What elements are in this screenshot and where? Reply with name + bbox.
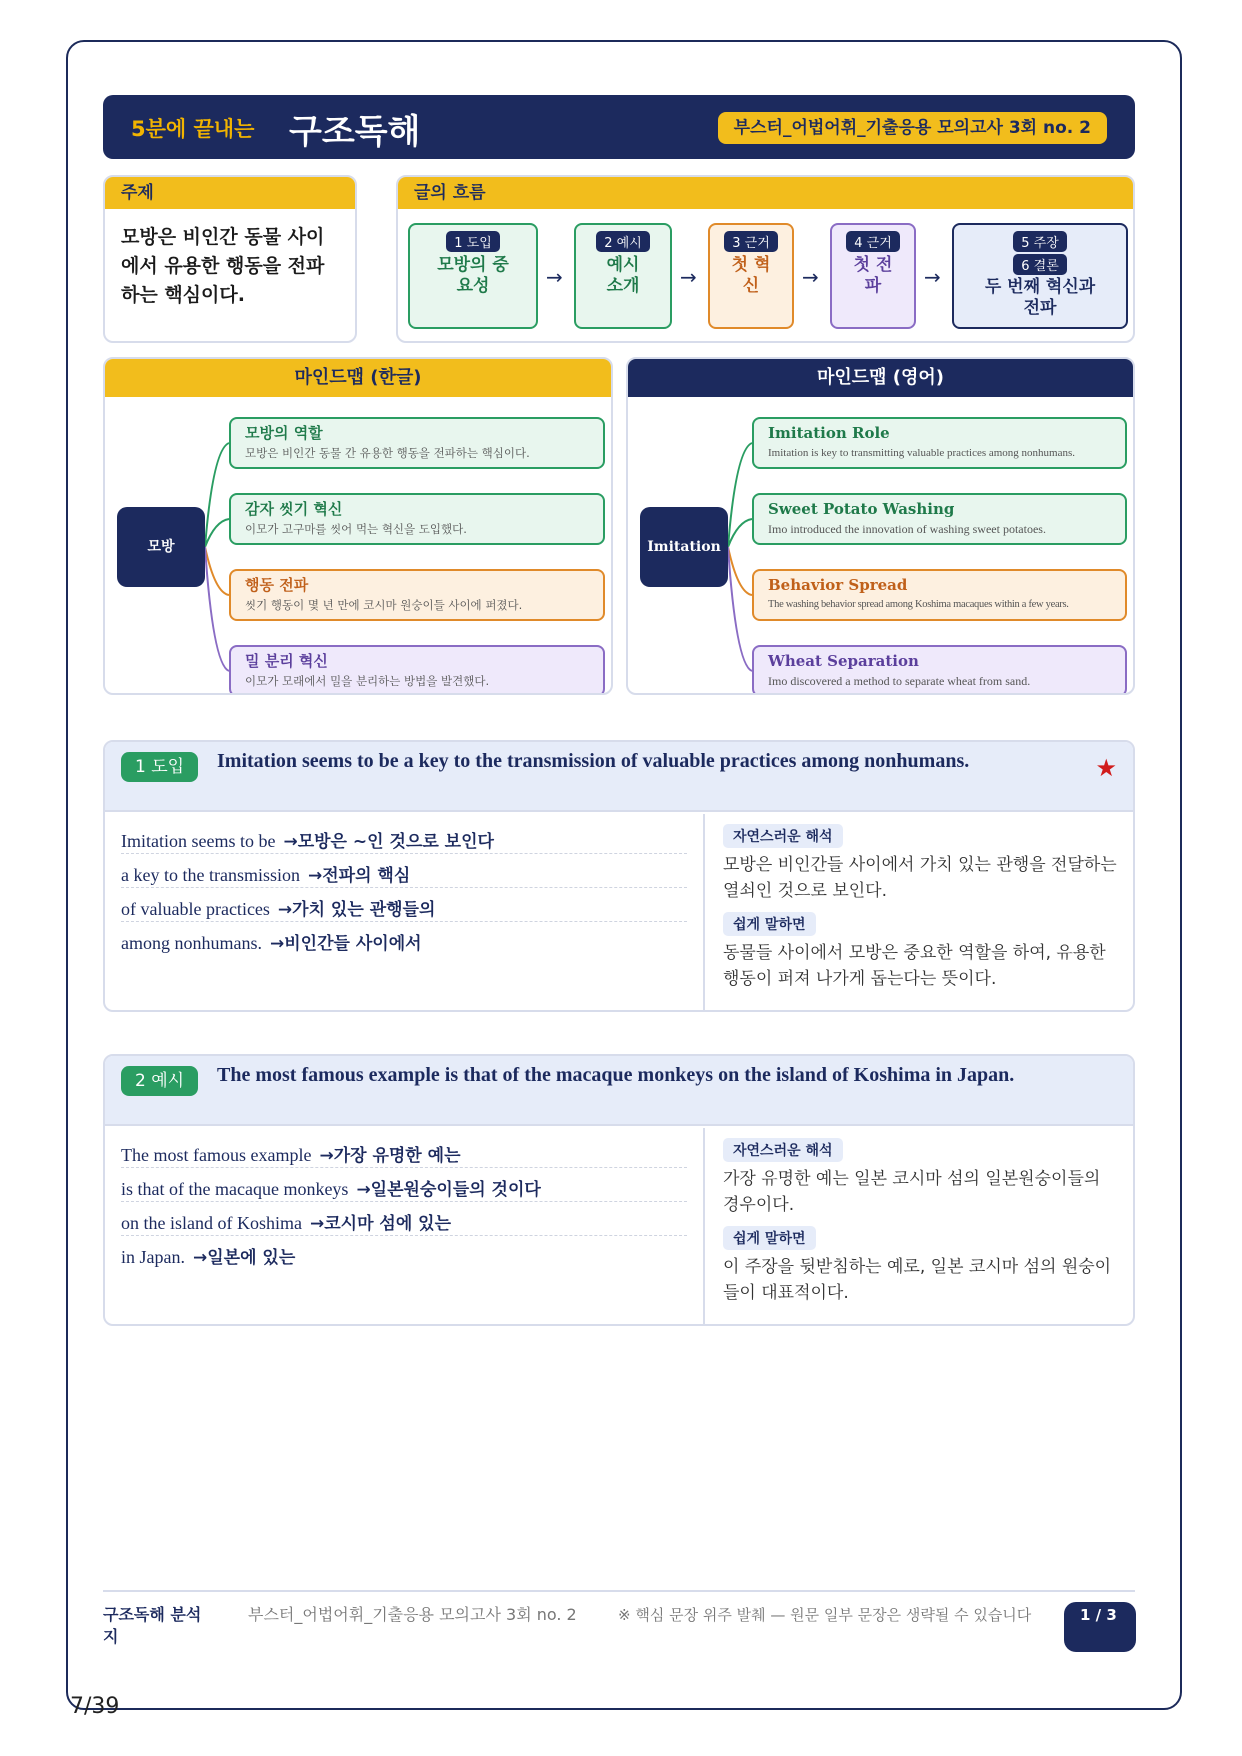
breakdown-ko: →일본에 있는 [192, 1248, 296, 1268]
mindmap-node-title: 모방의 역할 [245, 424, 323, 442]
section-breakdown [105, 814, 705, 1010]
flow-step-2 [574, 223, 672, 329]
breakdown-ko: →모방은 ~인 것으로 보인다 [283, 832, 494, 852]
flow-step-4 [830, 223, 916, 329]
breakdown-en: a key to the transmission [121, 865, 300, 885]
flow-step-tag: 3 근거 [724, 231, 778, 252]
mindmap-en-node-1 [752, 417, 1127, 469]
flow-step-label: 두 번째 혁신과 전파 [984, 277, 1096, 318]
section-translation [707, 814, 1133, 1010]
easy-text: 동물들 사이에서 모방은 중요한 역할을 하여, 유용한 행동이 퍼져 나가게 돕는다는 뜻이다. [723, 943, 1106, 989]
breakdown-ko: →가장 유명한 예는 [319, 1146, 461, 1166]
footer-source: 부스터_어법어휘_기출응용 모의고사 3회 no. 2 [248, 1605, 577, 1624]
breakdown-en: of valuable practices [121, 899, 270, 919]
header-badge: 부스터_어법어휘_기출응용 모의고사 3회 no. 2 [718, 112, 1107, 144]
natural-text: 모방은 비인간들 사이에서 가치 있는 관행을 전달하는 열쇠인 것으로 보인다. [723, 855, 1117, 901]
breakdown-ko: →전파의 핵심 [307, 866, 411, 886]
flow-step-tag: 2 예시 [596, 231, 650, 252]
section-header [105, 1056, 1133, 1126]
mindmap-node-title: Imitation Role [768, 424, 890, 442]
easy-label: 쉽게 말하면 [723, 1226, 816, 1250]
topic-text: 모방은 비인간 동물 사이에서 유용한 행동을 전파하는 핵심이다. [121, 226, 325, 306]
mindmap-ko-node-1 [229, 417, 605, 469]
footer-page-badge: 1 / 3 [1064, 1602, 1136, 1652]
mindmap-node-desc: Imo introduced the innovation of washing sweet potatoes. [768, 522, 1046, 536]
flow-step-1 [408, 223, 538, 329]
section-tag: 1 도입 [121, 752, 198, 782]
breakdown-line [121, 1168, 687, 1202]
flow-step-tag-2: 6 결론 [1013, 254, 1067, 275]
mindmap-node-desc: 씻기 행동이 몇 년 만에 코시마 원숭이들 사이에 퍼졌다. [245, 598, 523, 612]
mindmap-en-box [626, 357, 1135, 695]
easy-text: 이 주장을 뒷받침하는 예로, 일본 코시마 섬의 원숭이들이 대표적이다. [723, 1257, 1112, 1303]
breakdown-ko: →비인간들 사이에서 [270, 934, 422, 954]
natural-label: 자연스러운 해석 [723, 1138, 843, 1162]
mindmap-node-desc: 이모가 고구마를 씻어 먹는 혁신을 도입했다. [245, 522, 467, 536]
flow-arrow-icon: → [802, 265, 819, 289]
mindmap-ko-node-2 [229, 493, 605, 545]
header-title: 구조독해 [289, 112, 421, 152]
section-title: Imitation seems to be a key to the transmission of valuable practices among nonhumans. [217, 750, 970, 772]
mindmap-node-desc: The washing behavior spread among Koshima macaques within a few years. [768, 599, 1069, 610]
mindmap-node-title: Behavior Spread [768, 576, 908, 594]
flow-arrow-icon: → [546, 265, 563, 289]
mindmap-node-title: 밀 분리 혁신 [245, 652, 328, 670]
topic-label: 주제 [105, 177, 355, 209]
breakdown-line [121, 888, 687, 922]
mindmap-en-title: 마인드맵 (영어) [628, 359, 1133, 397]
mindmap-node-desc: 모방은 비인간 동물 간 유용한 행동을 전파하는 핵심이다. [245, 446, 530, 460]
section-2 [103, 1054, 1135, 1326]
section-breakdown [105, 1128, 705, 1324]
breakdown-en: Imitation seems to be [121, 831, 276, 851]
breakdown-ko: →일본원숭이들의 것이다 [356, 1180, 541, 1200]
mindmap-node-desc: Imo discovered a method to separate wheat from sand. [768, 674, 1031, 688]
section-header [105, 742, 1133, 812]
mindmap-ko-title: 마인드맵 (한글) [105, 359, 611, 397]
breakdown-line [121, 1202, 687, 1236]
flow-step-label: 첫 혁신 [731, 255, 771, 296]
flow-step-label: 예시 소개 [606, 255, 640, 296]
flow-step-3 [708, 223, 794, 329]
breakdown-line [121, 1134, 687, 1168]
mindmap-ko-center: 모방 [117, 507, 205, 587]
breakdown-line [121, 854, 687, 888]
mindmap-node-title: Sweet Potato Washing [768, 500, 955, 518]
breakdown-en: is that of the macaque monkeys [121, 1179, 349, 1199]
flow-step-label: 모방의 중요성 [437, 255, 509, 296]
flow-box [396, 175, 1135, 343]
flow-label: 글의 흐름 [398, 177, 1133, 209]
breakdown-en: The most famous example [121, 1145, 312, 1165]
section-1 [103, 740, 1135, 1012]
mindmap-en-node-2 [752, 493, 1127, 545]
footer-divider [103, 1590, 1135, 1592]
mindmap-node-desc: Imitation is key to transmitting valuable practices among nonhumans. [768, 447, 1076, 459]
page-counter: 7/39 [70, 1694, 120, 1719]
footer-doc-title: 구조독해 분석지 [103, 1605, 202, 1646]
breakdown-line [121, 1236, 687, 1270]
flow-step-tag: 4 근거 [846, 231, 900, 252]
mindmap-node-desc: 이모가 모래에서 밀을 분리하는 방법을 발견했다. [245, 674, 490, 688]
breakdown-en: among nonhumans. [121, 933, 262, 953]
mindmap-node-title: Wheat Separation [768, 652, 919, 670]
flow-arrow-icon: → [680, 265, 697, 289]
mindmap-en-center: Imitation [640, 507, 728, 587]
flow-step-tag: 5 주장 [1013, 231, 1067, 252]
breakdown-en: in Japan. [121, 1247, 185, 1267]
breakdown-ko: →코시마 섬에 있는 [309, 1214, 452, 1234]
breakdown-line [121, 922, 687, 956]
section-title: The most famous example is that of the macaque monkeys on the island of Koshima in Japan. [217, 1064, 1015, 1086]
section-translation [707, 1128, 1133, 1324]
mindmap-en-node-4 [752, 645, 1127, 695]
footer-note: ※ 핵심 문장 위주 발췌 — 원문 일부 문장은 생략될 수 있습니다 [618, 1606, 1032, 1624]
flow-step-5 [952, 223, 1128, 329]
mindmap-en-node-3 [752, 569, 1127, 621]
header-bar [103, 95, 1135, 159]
natural-text: 가장 유명한 예는 일본 코시마 섬의 일본원숭이들의 경우이다. [723, 1169, 1101, 1215]
mindmap-node-title: 행동 전파 [245, 576, 309, 594]
mindmap-ko-node-3 [229, 569, 605, 621]
natural-label: 자연스러운 해석 [723, 824, 843, 848]
flow-step-tag: 1 도입 [446, 231, 500, 252]
section-tag: 2 예시 [121, 1066, 198, 1096]
flow-step-label: 첫 전파 [853, 255, 893, 296]
header-subtitle: 5분에 끝내는 [131, 117, 255, 141]
mindmap-ko-box [103, 357, 613, 695]
mindmap-node-title: 감자 씻기 혁신 [245, 500, 343, 518]
mindmap-ko-node-4 [229, 645, 605, 695]
easy-label: 쉽게 말하면 [723, 912, 816, 936]
breakdown-ko: →가치 있는 관행들의 [277, 900, 436, 920]
breakdown-en: on the island of Koshima [121, 1213, 302, 1233]
breakdown-line [121, 820, 687, 854]
topic-box [103, 175, 357, 343]
flow-arrow-icon: → [924, 265, 941, 289]
star-icon: ★ [1095, 754, 1117, 782]
